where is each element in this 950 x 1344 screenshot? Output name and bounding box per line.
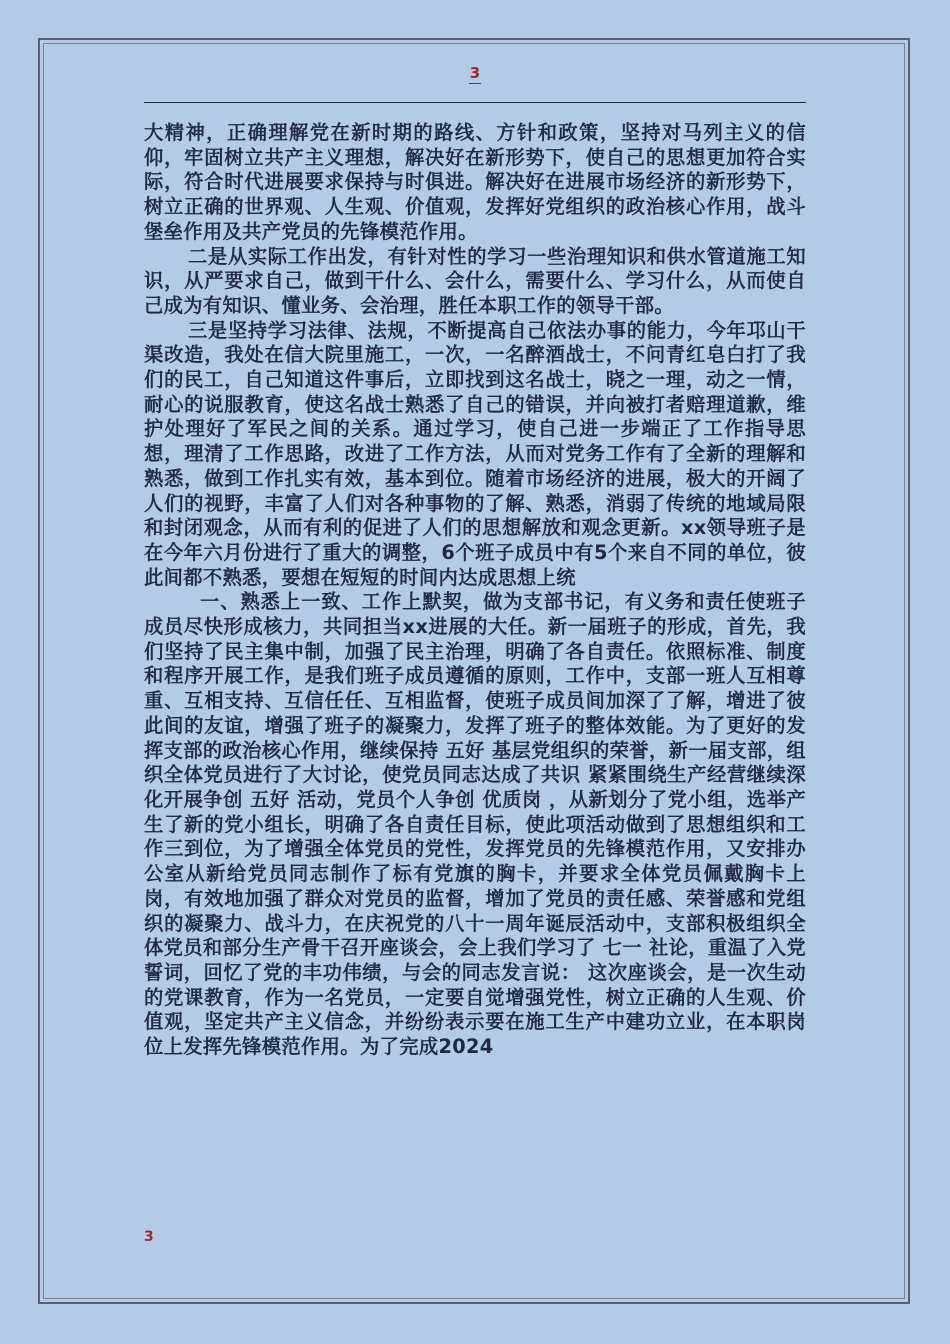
footer-page-number: 3 <box>144 1229 154 1245</box>
paragraph-4: 一、熟悉上一致、工作上默契，做为支部书记，有义务和责任使班子成员尽快形成核力，共同担当xx进展的大任。新一届班子的形成，首先，我们坚持了民主集中制，加强了民主治理，明确了各自责任。依照标准、制度和程序开展工作，是我们班子成员遵循的原则，工作中，支部一班人互相尊重、互相支持、互信任任、互相监督，使班子成员间加深了了解，增进了彼此间的友谊，增强了班子的凝聚力，发挥了班子的整体效能。为了更好的发挥支部的政治核心作用，继续保持 五好 基层党组织的荣誉，新一届支部，组织全体党员进行了大讨论，使党员同志达成了共识 紧紧围绕生产经营继续深化开展争创 五好 活动，党员个人争创 优质岗 ，从新划分了党小组，选举产生了新的党小组长，明确了各自责任目标，使此项活动做到了思想组织和工作三到位，为了增强全体党员的党性，发挥党员的先锋模范作用，又安排办公室从新给党员同志制作了标有党旗的胸卡，并要求全体党员佩戴胸卡上岗，有效地加强了群众对党员的监督，增加了党员的责任感、荣誉感和党组织的凝聚力、战斗力，在庆祝党的八十一周年诞辰活动中，支部积极组织全体党员和部分生产骨干召开座谈会，会上我们学习了 七一 社论，重温了入党誓词，回忆了党的丰功伟绩，与会的同志发言说： 这次座谈会，是一次生动的党课教育，作为一名党员，一定要自觉增强党性，树立正确的人生观、价值观，坚定共产主义信念，并纷纷表示要在施工生产中建功立业，在本职岗位上发挥先锋模范作用。为了完成2024 <box>144 590 806 1059</box>
paragraph-1: 大精神，正确理解党在新时期的路线、方针和政策，坚持对马列主义的信仰，牢固树立共产主义理想，解决好在新形势下，使自己的思想更加符合实际，符合时代进展要求保持与时俱进。解决好在进展市场经济的新形势下，树立正确的世界观、人生观、价值观，发挥好党组织的政治核心作用，战斗堡垒作用及共产党员的先锋模范作用。 <box>144 121 806 243</box>
document-body <box>144 121 806 1060</box>
paragraph-3: 三是坚持学习法律、法规，不断提高自己依法办事的能力，今年邛山干渠改造，我处在信大院里施工，一次，一名醉酒战士，不问青红皂白打了我们的民工，自己知道这件事后，立即找到这名战士，晓之一理，动之一情，耐心的说服教育，使这名战士熟悉了自己的错误，并向被打者赔理道歉，维护处理好了军民之间的关系。通过学习，使自己进一步端正了工作指导思想，理清了工作思路，改进了工作方法，从而对党务工作有了全新的理解和熟悉，做到工作扎实有效，基本到位。随着市场经济的进展，极大的开阔了人们的视野，丰富了人们对各种事物的了解、熟悉，消弱了传统的地域局限和封闭观念，从而有利的促进了人们的思想解放和观念更新。xx领导班子是在今年六月份进行了重大的调整，6个班子成员中有5个来自不同的单位，彼此间都不熟悉，要想在短短的时间内达成思想上统 <box>144 318 806 589</box>
header-page-number-text: 3 <box>469 64 481 82</box>
header-page-number <box>0 64 950 82</box>
paragraph-2: 二是从实际工作出发，有针对性的学习一些治理知识和供水管道施工知识，从严要求自己，做到干什么、会什么，需要什么、学习什么，从而使自己成为有知识、懂业务、会治理，胜任本职工作的领导干部。 <box>144 244 806 317</box>
header-rule <box>144 102 806 103</box>
